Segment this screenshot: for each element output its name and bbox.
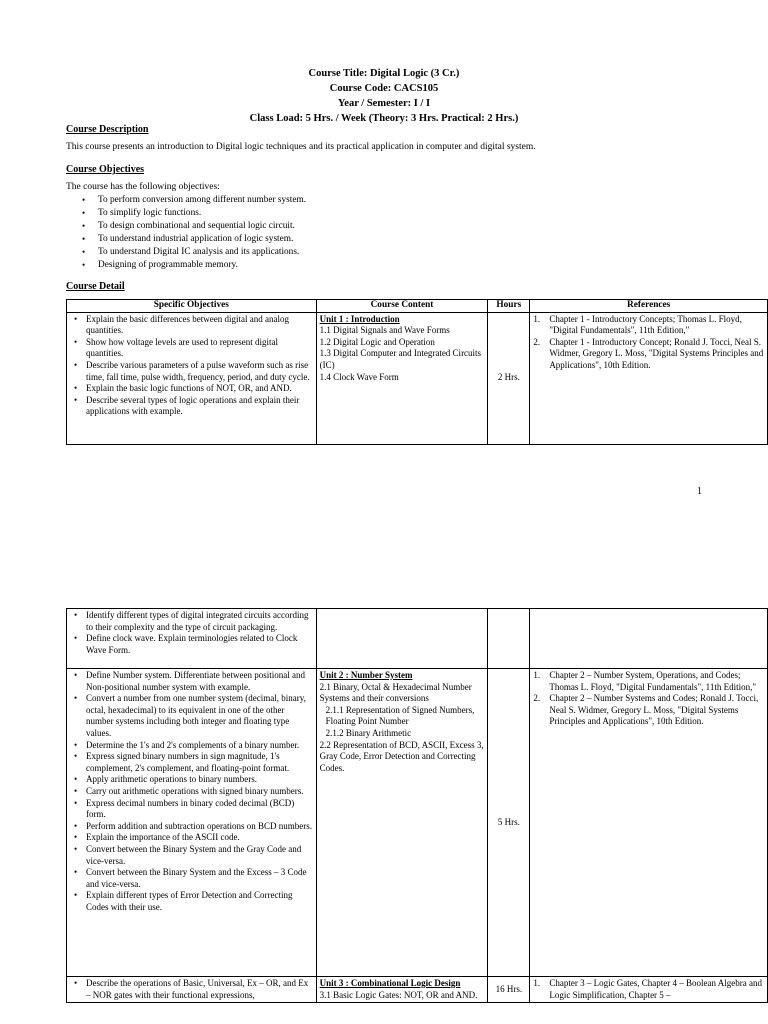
references-cell xyxy=(530,669,768,977)
reference-item xyxy=(533,978,764,1001)
reference-number: 1. xyxy=(533,313,541,324)
page-number: 1 xyxy=(697,486,702,497)
content-item: 1.2 Digital Logic and Operation xyxy=(319,336,435,347)
list-item: • Show how voltage levels are used to represent digital quantities. xyxy=(70,337,313,360)
reference-text: Chapter 1 - Introductory Concepts; Thomas L. Floyd, "Digital Fundamentals", 11th Edition," xyxy=(549,313,742,336)
reference-text: Chapter 2 – Number System, Operations, and Codes; Thomas L. Floyd, "Digital Fundamentals", 11th Edition," xyxy=(549,670,757,692)
list-item: • Define clock wave. Explain terminologies related to Clock Wave Form. xyxy=(70,633,313,656)
specific-objectives-cell xyxy=(67,977,317,1003)
list-item: • Explain the importance of the ASCII code. xyxy=(70,832,313,844)
course-content-cell xyxy=(316,669,488,977)
reference-text: Chapter 1 - Introductory Concept; Ronald J. Tocci, Neal S. Widmer, Gregory L. Moss, "Digital Systems Principles and Applications", 10th Edition. xyxy=(549,336,764,370)
content-item: 2.1.1 Representation of Signed Numbers, Floating Point Number xyxy=(325,704,475,727)
column-header: References xyxy=(530,300,768,313)
list-item: • Define Number system. Differentiate between positional and Non-positional number system with example. xyxy=(70,670,313,693)
objective-item: • Designing of programmable memory. xyxy=(82,259,306,272)
class-load: Class Load: 5 Hrs. / Week (Theory: 3 Hrs. Practical: 2 Hrs.) xyxy=(249,113,519,124)
course-content-cell xyxy=(316,977,488,1003)
unit-title: Unit 1 : Introduction xyxy=(319,313,400,324)
list-item: • Express signed binary numbers in sign magnitude, 1's complement, 2's complement, and floating-point format. xyxy=(70,751,313,774)
list-item: • Apply arithmetic operations to binary numbers. xyxy=(70,774,313,786)
content-item: 2.1.2 Binary Arithmetic xyxy=(325,727,412,738)
course-code: Course Code: CACS105 xyxy=(329,83,439,94)
table-row xyxy=(67,977,768,1003)
column-header: Specific Objectives xyxy=(67,300,317,313)
list-item: • Determine the 1's and 2's complements of a binary number. xyxy=(70,740,313,752)
table-row xyxy=(67,669,768,977)
list-item: • Convert a number from one number system (decimal, binary, octal, hexadecimal) to its equivalent in one of the other number systems including both integer and floating type values. xyxy=(70,693,313,739)
course-description-text: This course presents an introduction to Digital logic techniques and its practical application in computer and digital system. xyxy=(66,142,536,152)
list-item: • Explain the basic differences between digital and analog quantities. xyxy=(70,314,313,337)
specific-objectives-cell xyxy=(67,609,317,669)
reference-number: 2. xyxy=(533,693,541,704)
list-item: • Describe various parameters of a pulse waveform such as rise time, fall time, pulse width, frequency, period, and duty cycle. xyxy=(70,360,313,383)
list-item: • Convert between the Binary System and the Gray Code and vice-versa. xyxy=(70,844,313,867)
specific-objectives-cell xyxy=(67,312,317,444)
objective-item: • To simplify logic functions. xyxy=(82,207,306,220)
list-item: • Explain the basic logic functions of NOT, OR, and AND. xyxy=(70,383,313,395)
content-item: 2.1 Binary, Octal & Hexadecimal Number Systems and their conversions xyxy=(319,681,472,704)
content-item: 2.2 Representation of BCD, ASCII, Excess 3, Gray Code, Error Detection and Correcting Codes. xyxy=(319,739,484,773)
specific-objectives-cell xyxy=(67,669,317,977)
list-item: • Carry out arithmetic operations with signed binary numbers. xyxy=(70,786,313,798)
references-cell xyxy=(530,609,768,669)
unit-title: Unit 2 : Number System xyxy=(319,670,413,680)
reference-item xyxy=(533,693,764,728)
objective-item: • To understand industrial application of logic system. xyxy=(82,233,306,246)
reference-text: Chapter 3 – Logic Gates, Chapter 4 – Boolean Algebra and Logic Simplification, Chapter 5 – xyxy=(549,978,763,1000)
hours-cell: 16 Hrs. xyxy=(488,977,530,1003)
hours-cell: 5 Hrs. xyxy=(488,669,530,977)
course-title: Course Title: Digital Logic (3 Cr.) xyxy=(308,68,460,79)
reference-number: 1. xyxy=(533,978,541,988)
reference-item xyxy=(533,670,764,693)
course-description-heading: Course Description xyxy=(66,124,149,135)
year-semester: Year / Semester: I / I xyxy=(337,98,431,109)
table-row xyxy=(67,609,768,669)
course-detail-table xyxy=(66,299,768,445)
list-item: • Describe the operations of Basic, Universal, Ex – OR, and Ex – NOR gates with their functional expressions, xyxy=(70,978,313,1001)
course-objectives-list xyxy=(82,194,306,273)
course-header xyxy=(0,66,768,126)
objective-item: • To design combinational and sequential logic circuit. xyxy=(82,220,306,233)
objective-item: • To perform conversion among different number system. xyxy=(82,194,306,207)
column-header: Course Content xyxy=(316,300,488,313)
content-item: 1.4 Clock Wave Form xyxy=(319,371,399,382)
hours-cell xyxy=(488,609,530,669)
unit-title: Unit 3 : Combinational Logic Design xyxy=(319,978,461,988)
references-cell xyxy=(530,977,768,1003)
content-item: 3.1 Basic Logic Gates: NOT, OR and AND. xyxy=(319,989,478,1000)
objective-item: • To understand Digital IC analysis and its applications. xyxy=(82,246,306,259)
list-item: • Identify different types of digital integrated circuits according to their complexity and the type of circuit packaging. xyxy=(70,610,313,633)
reference-item xyxy=(533,314,764,337)
reference-text: Chapter 2 – Number Systems and Codes; Ronald J. Tocci, Neal S. Widmer, Gregory L. Moss, "Digital Systems Principles and Applications", 10th Edition. xyxy=(549,693,759,727)
course-objectives-intro: The course has the following objectives: xyxy=(66,182,220,192)
list-item: • Perform addition and subtraction operations on BCD numbers. xyxy=(70,821,313,833)
list-item: • Explain different types of Error Detection and Correcting Codes with their use. xyxy=(70,890,313,913)
reference-number: 2. xyxy=(533,336,541,347)
course-content-cell xyxy=(316,312,488,444)
content-item: 1.1 Digital Signals and Wave Forms xyxy=(319,325,450,336)
course-detail-table-continued xyxy=(66,608,768,1003)
column-header: Hours xyxy=(488,300,530,313)
reference-item xyxy=(533,337,764,372)
list-item: • Describe several types of logic operations and explain their applications with example. xyxy=(70,395,313,418)
list-item: • Convert between the Binary System and the Excess – 3 Code and vice-versa. xyxy=(70,867,313,890)
reference-number: 1. xyxy=(533,670,541,680)
table-row xyxy=(67,312,768,444)
list-item: • Express decimal numbers in binary coded decimal (BCD) form. xyxy=(70,798,313,821)
course-content-cell xyxy=(316,609,488,669)
course-detail-heading: Course Detail xyxy=(66,281,125,292)
references-cell xyxy=(530,312,768,444)
course-objectives-heading: Course Objectives xyxy=(66,164,145,175)
table-header-row xyxy=(67,300,768,313)
content-item: 1.3 Digital Computer and Integrated Circuits (IC) xyxy=(319,348,482,370)
hours-cell: 2 Hrs. xyxy=(488,312,530,444)
